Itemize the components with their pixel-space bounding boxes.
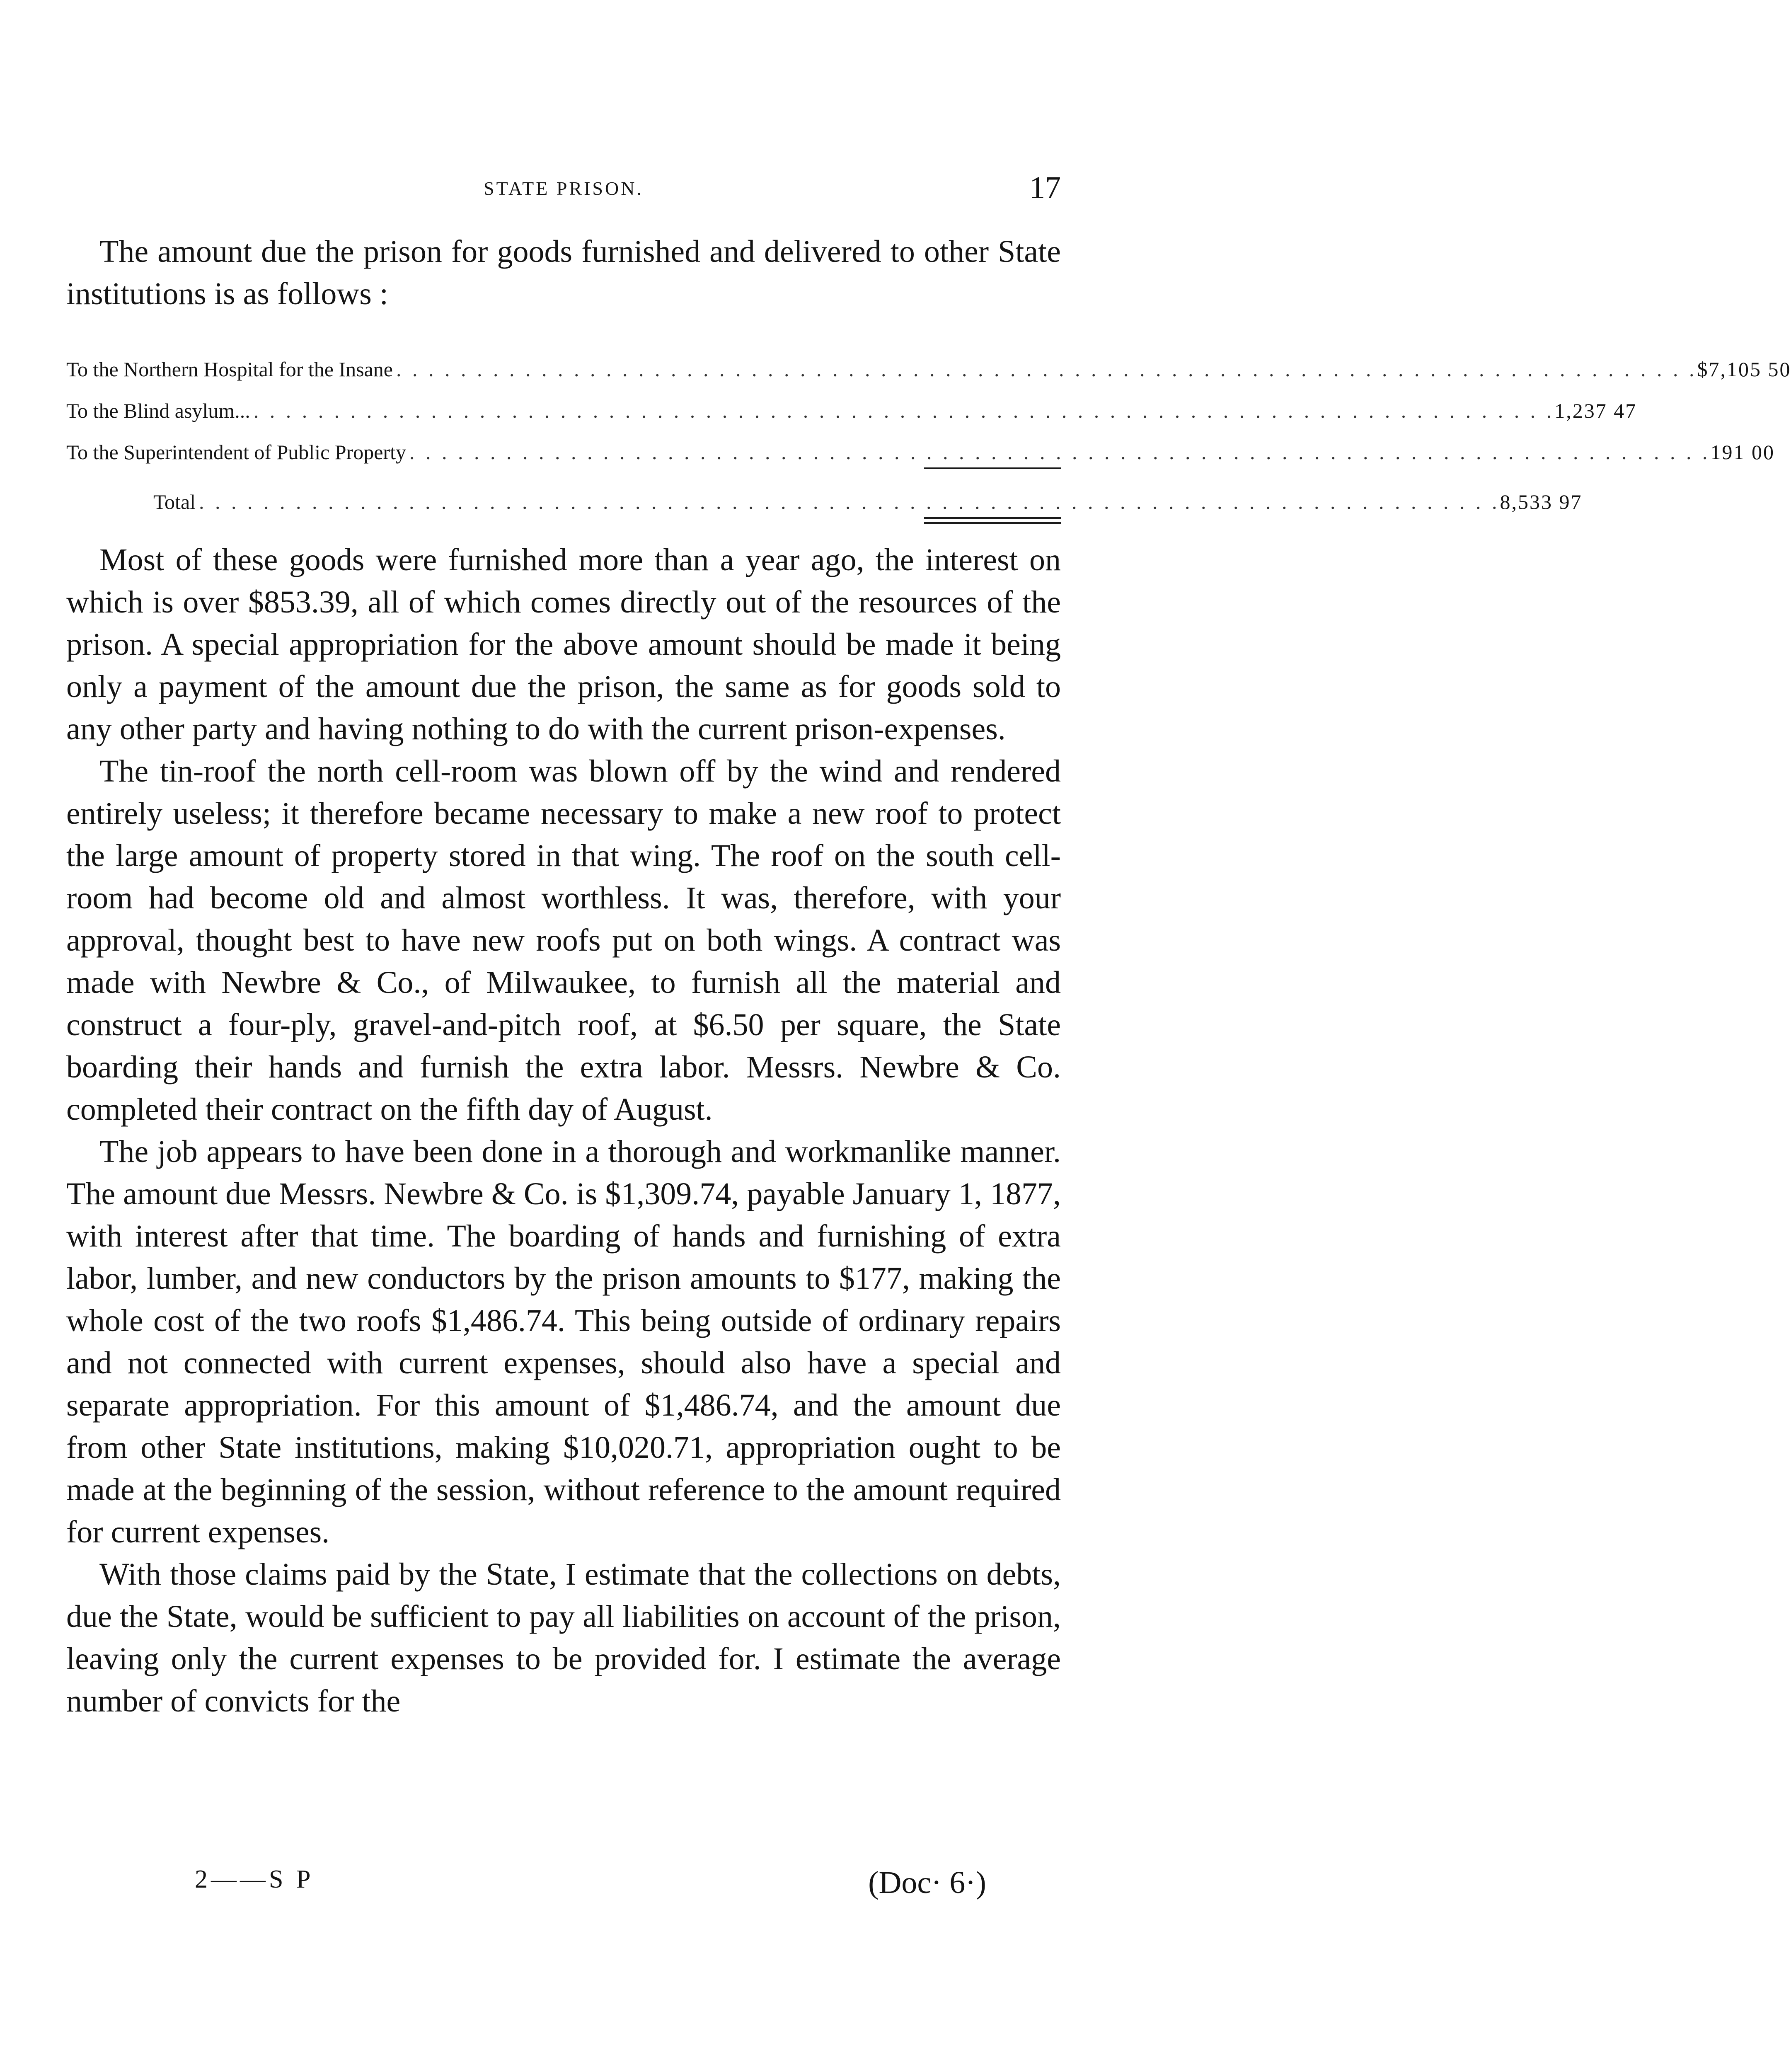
ledger-label: To the Blind asylum... <box>66 399 250 422</box>
body-paragraph: With those claims paid by the State, I estimate that the collections on debts, due the State, would be sufficient to pay all liabilities on account of the prison, leaving only the current expenses to be provided for. I estimate the average number of convicts for the <box>66 1557 1061 1719</box>
ledger-amount: 191 00 <box>1710 441 1775 464</box>
ledger-amount: 1,237 47 <box>1554 399 1637 422</box>
dot-leader: . . . . . . . . . . . . . . . . . . . . . . . . . . . . . . . . . . . . . . . . . . . . . . . . . . . . . . . . . . . . . . . . . . . . . . . . . . . . . . . . . <box>199 490 1500 513</box>
intro-paragraph-block <box>66 230 1061 315</box>
running-head <box>66 170 1061 203</box>
intro-paragraph: The amount due the prison for goods furnished and delivered to other State institutions is as follows : <box>66 234 1061 311</box>
ledger-total-amount: 8,533 97 <box>1500 490 1583 513</box>
ledger-row <box>66 340 1791 381</box>
body-paragraph: Most of these goods were furnished more than a year ago, the interest on which is over $853.39, all of which comes directly out of the resources of the prison. A special appropriation for the above amount should be made it being only a payment of the amount due the prison, the same as for goods sold to any other party and having nothing to do with the current prison-expenses. <box>66 542 1061 746</box>
ledger-row <box>66 381 1637 423</box>
signature-mark: 2——S P <box>195 1865 314 1893</box>
page-number: 17 <box>1029 170 1061 205</box>
total-rule-double-2 <box>924 522 1061 524</box>
dot-leader: . . . . . . . . . . . . . . . . . . . . . . . . . . . . . . . . . . . . . . . . . . . . . . . . . . . . . . . . . . . . . . . . . . . . . . . . . . . . . . . . . <box>409 441 1711 464</box>
dot-leader: . . . . . . . . . . . . . . . . . . . . . . . . . . . . . . . . . . . . . . . . . . . . . . . . . . . . . . . . . . . . . . . . . . . . . . . . . . . . . . . . . <box>396 358 1697 381</box>
ledger-row <box>66 423 1775 464</box>
ledger-total-row <box>66 472 1583 514</box>
ledger-label: To the Northern Hospital for the Insane <box>66 358 393 381</box>
page-footer <box>66 1865 1061 1906</box>
running-title: STATE PRISON. <box>484 178 644 199</box>
dot-leader: . . . . . . . . . . . . . . . . . . . . . . . . . . . . . . . . . . . . . . . . . . . . . . . . . . . . . . . . . . . . . . . . . . . . . . . . . . . . . . . . . <box>253 399 1555 422</box>
document-reference: (Doc· 6·) <box>868 1865 986 1900</box>
total-rule-top <box>924 467 1061 469</box>
body-paragraphs <box>66 539 1061 1722</box>
body-paragraph: The job appears to have been done in a thorough and workmanlike manner. The amount due Messrs. Newbre & Co. is $1,309.74, payable January 1, 1877, with interest after that time. The boarding of hands and furnishing of extra labor, lumber, and new conductors by the prison amounts to $177, making the whole cost of the two roofs $1,486.74. This being outside of ordinary repairs and not connected with current expenses, should also have a special and separate appropriation. For this amount of $1,486.74, and the amount due from other State institutions, making $10,020.71, appropriation ought to be made at the beginning of the session, without reference to the amount required for current expenses. <box>66 1134 1061 1549</box>
ledger-label: To the Superintendent of Public Property <box>66 441 406 464</box>
body-paragraph: The tin-roof the north cell-room was blown off by the wind and rendered entirely useless; it therefore became necessary to make a new roof to protect the large amount of property stored in that wing. The roof on the south cell-room had become old and almost worthless. It was, therefore, with your approval, thought best to have new roofs put on both wings. A contract was made with Newbre & Co., of Milwaukee, to furnish all the material and construct a four-ply, gravel-and-pitch roof, at $6.50 per square, the State boarding their hands and furnish the extra labor. Messrs. Newbre & Co. completed their contract on the fifth day of August. <box>66 754 1061 1127</box>
total-rule-double-1 <box>924 517 1061 519</box>
institutions-ledger <box>66 340 1791 514</box>
ledger-total-label: Total <box>153 490 196 513</box>
ledger-amount: $7,105 50 <box>1697 358 1791 381</box>
